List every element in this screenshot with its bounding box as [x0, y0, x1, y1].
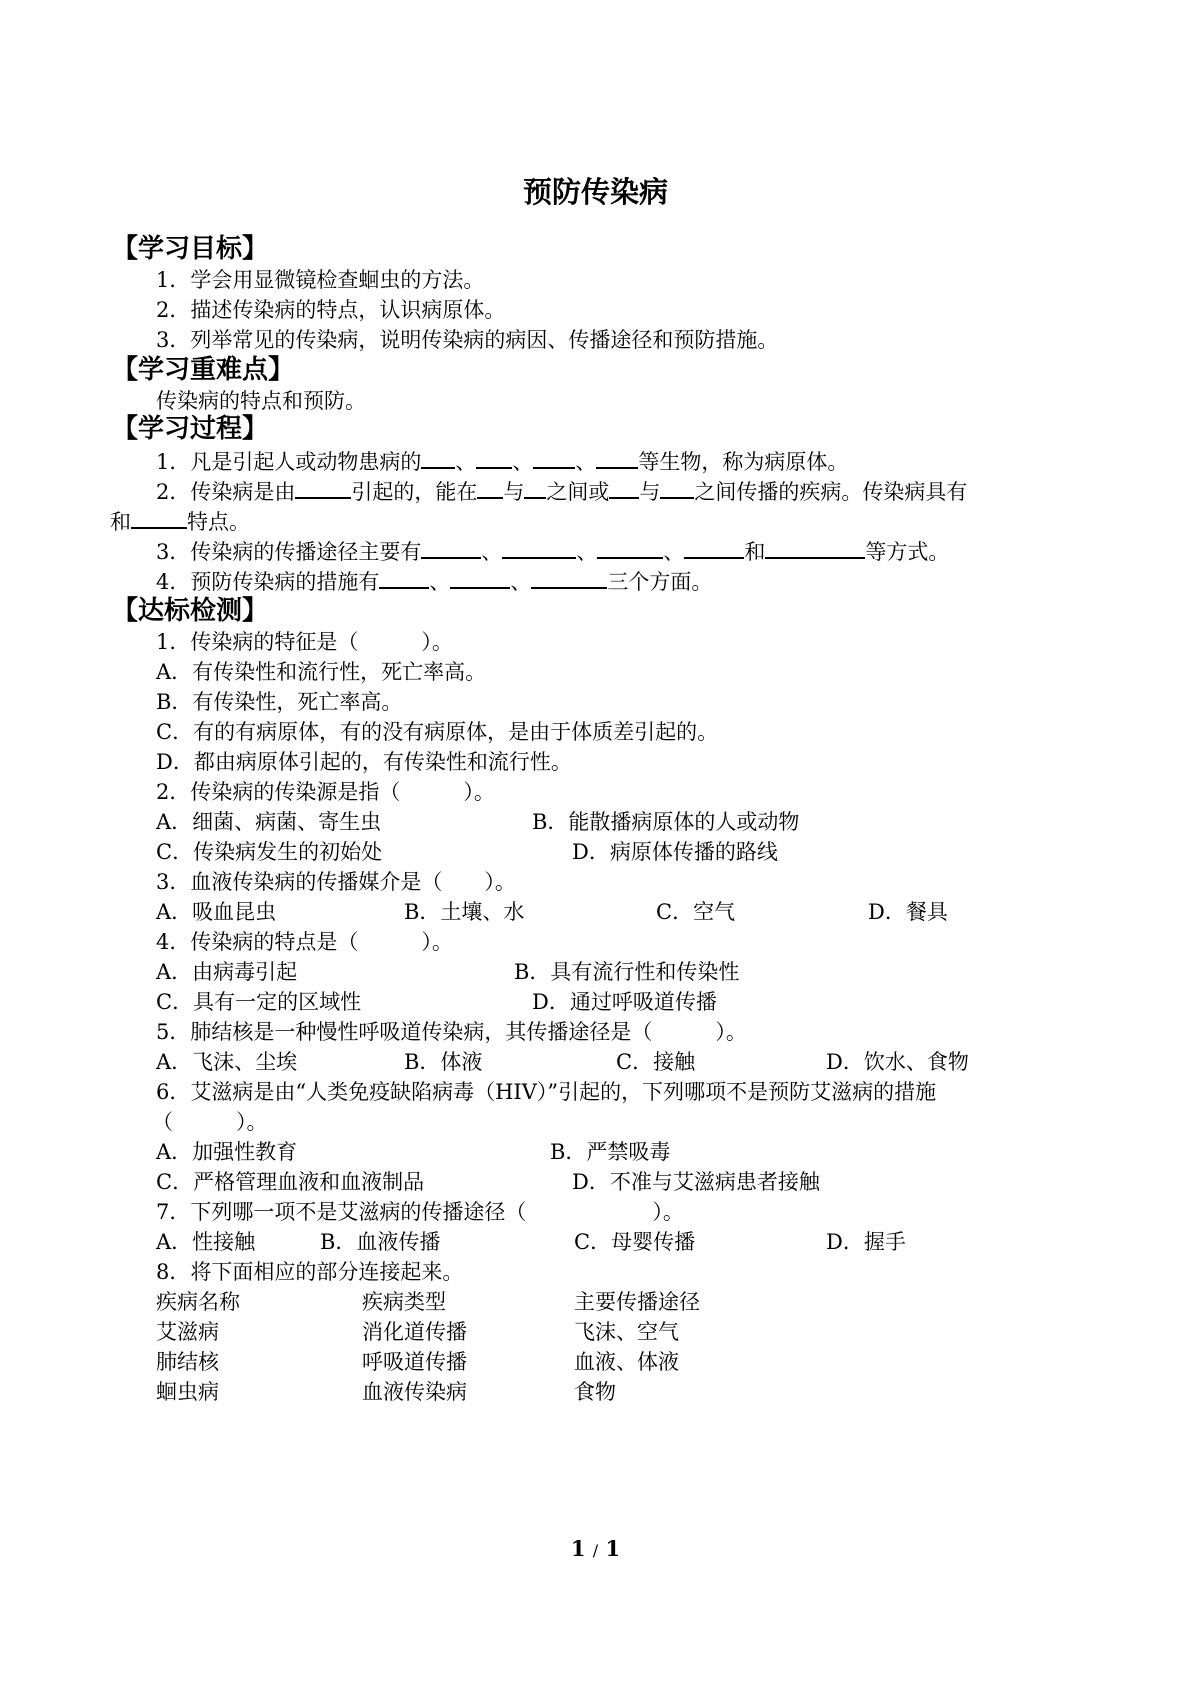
fill-blank[interactable]	[421, 535, 481, 559]
option-b[interactable]: B．能散播病原体的人或动物	[532, 810, 800, 834]
process-text: 、	[481, 540, 503, 564]
process-text: 、	[455, 450, 477, 474]
match-disease[interactable]: 肺结核	[156, 1350, 219, 1374]
match-route[interactable]: 飞沫、空气	[574, 1320, 679, 1344]
process-text: 特点。	[187, 510, 250, 534]
process-text: 等生物，称为病原体。	[638, 450, 849, 474]
section-goals-heading: 【学习目标】	[112, 234, 269, 264]
process-text: 三个方面。	[607, 570, 713, 594]
option-a[interactable]: A．吸血昆虫	[156, 900, 277, 924]
question-stem: 3．血液传染病的传播媒介是（ ）。	[156, 870, 516, 894]
process-text: 、	[429, 570, 451, 594]
match-route[interactable]: 血液、体液	[574, 1350, 679, 1374]
option-d[interactable]: D．握手	[826, 1230, 906, 1254]
process-text: 2．传染病是由	[156, 480, 296, 504]
option-c[interactable]: C．严格管理血液和血液制品	[156, 1170, 425, 1194]
process-text: 、	[576, 540, 598, 564]
process-text: 1．凡是引起人或动物患病的	[156, 450, 422, 474]
fill-blank[interactable]	[477, 475, 503, 499]
option-a[interactable]: A．飞沫、尘埃	[156, 1050, 298, 1074]
page-title: 预防传染病	[522, 175, 668, 209]
option-d[interactable]: D．不准与艾滋病患者接触	[572, 1170, 820, 1194]
match-header-disease: 疾病名称	[156, 1290, 240, 1314]
option-a[interactable]: A．由病毒引起	[156, 960, 298, 984]
process-item-2-cont	[110, 505, 250, 537]
page-current: 1	[570, 1536, 586, 1561]
goal-item: 1．学会用显微镜检查蛔虫的方法。	[156, 268, 485, 292]
match-disease[interactable]: 蛔虫病	[156, 1380, 219, 1404]
question-stem-cont: （ ）。	[152, 1110, 268, 1134]
goal-item: 2．描述传染病的特点，认识病原体。	[156, 298, 506, 322]
fill-blank[interactable]	[596, 445, 638, 469]
section-test-heading: 【达标检测】	[112, 596, 269, 626]
option-b[interactable]: B．体液	[404, 1050, 483, 1074]
option-d[interactable]: D．病原体传播的路线	[572, 840, 778, 864]
page-number	[0, 1536, 1191, 1561]
match-type[interactable]: 血液传染病	[362, 1380, 467, 1404]
question-stem: 7．下列哪一项不是艾滋病的传播途径（ ）。	[156, 1200, 684, 1224]
option-d[interactable]: D．餐具	[868, 900, 948, 924]
option-b[interactable]: B．有传染性，死亡率高。	[156, 690, 403, 714]
process-text: 引起的，能在	[351, 480, 478, 504]
match-type[interactable]: 消化道传播	[362, 1320, 467, 1344]
process-text: 、	[663, 540, 685, 564]
section-process-heading: 【学习过程】	[112, 414, 269, 444]
process-text: 、	[512, 450, 534, 474]
fill-blank[interactable]	[524, 475, 546, 499]
question-stem: 1．传染病的特征是（ ）。	[156, 630, 453, 654]
process-text: 等方式。	[865, 540, 950, 564]
question-stem: 4．传染病的特点是（ ）。	[156, 930, 453, 954]
goal-item: 3．列举常见的传染病，说明传染病的病因、传播途径和预防措施。	[156, 328, 779, 352]
fill-blank[interactable]	[609, 475, 639, 499]
fill-blank[interactable]	[684, 535, 744, 559]
option-c[interactable]: C．母婴传播	[574, 1230, 696, 1254]
process-item-1	[156, 445, 848, 477]
option-c[interactable]: C．空气	[656, 900, 736, 924]
option-b[interactable]: B．具有流行性和传染性	[514, 960, 740, 984]
option-c[interactable]: C．有的有病原体，有的没有病原体，是由于体质差引起的。	[156, 720, 719, 744]
option-b[interactable]: B．土壤、水	[404, 900, 525, 924]
process-item-4	[156, 565, 712, 597]
option-c[interactable]: C．接触	[616, 1050, 696, 1074]
process-text: 、	[575, 450, 597, 474]
option-a[interactable]: A．加强性教育	[156, 1140, 298, 1164]
process-item-3	[156, 535, 949, 567]
match-disease[interactable]: 艾滋病	[156, 1320, 219, 1344]
process-text: 和	[110, 510, 131, 534]
fill-blank[interactable]	[597, 535, 663, 559]
process-text: 与	[503, 480, 525, 504]
option-c[interactable]: C．具有一定的区域性	[156, 990, 362, 1014]
option-a[interactable]: A．性接触	[156, 1230, 256, 1254]
page-separator: /	[592, 1541, 599, 1560]
fill-blank[interactable]	[450, 565, 510, 589]
process-text: 与	[639, 480, 661, 504]
match-route[interactable]: 食物	[574, 1380, 616, 1404]
fill-blank[interactable]	[765, 535, 865, 559]
process-text: 4．预防传染病的措施有	[156, 570, 380, 594]
key-text: 传染病的特点和预防。	[156, 389, 366, 413]
question-stem: 5．肺结核是一种慢性呼吸道传染病，其传播途径是（ ）。	[156, 1020, 747, 1044]
option-a[interactable]: A．细菌、病菌、寄生虫	[156, 810, 382, 834]
process-text: 和	[744, 540, 766, 564]
match-header-route: 主要传播途径	[574, 1290, 700, 1314]
fill-blank[interactable]	[421, 445, 455, 469]
process-item-2	[156, 475, 967, 507]
option-d[interactable]: D．都由病原体引起的，有传染性和流行性。	[156, 750, 572, 774]
question-stem: 2．传染病的传染源是指（ ）。	[156, 780, 495, 804]
fill-blank[interactable]	[531, 565, 607, 589]
process-text: 之间传播的疾病。传染病具有	[694, 480, 968, 504]
fill-blank[interactable]	[295, 475, 351, 499]
match-type[interactable]: 呼吸道传播	[362, 1350, 467, 1374]
option-a[interactable]: A．有传染性和流行性，死亡率高。	[156, 660, 487, 684]
fill-blank[interactable]	[660, 475, 694, 499]
fill-blank[interactable]	[502, 535, 576, 559]
fill-blank[interactable]	[379, 565, 429, 589]
process-text: 之间或	[546, 480, 610, 504]
fill-blank[interactable]	[476, 445, 512, 469]
question-stem: 8．将下面相应的部分连接起来。	[156, 1260, 464, 1284]
process-text: 、	[510, 570, 532, 594]
option-b[interactable]: B．血液传播	[320, 1230, 441, 1254]
option-b[interactable]: B．严禁吸毒	[550, 1140, 671, 1164]
process-text: 3．传染病的传播途径主要有	[156, 540, 422, 564]
option-d[interactable]: D．饮水、食物	[826, 1050, 969, 1074]
option-c[interactable]: C．传染病发生的初始处	[156, 840, 383, 864]
question-stem: 6．艾滋病是由“人类免疫缺陷病毒（HIV）”引起的，下列哪项不是预防艾滋病的措施	[156, 1080, 937, 1104]
section-key-heading: 【学习重难点】	[112, 355, 295, 385]
page-total: 1	[605, 1536, 621, 1561]
fill-blank[interactable]	[131, 505, 187, 529]
option-d[interactable]: D．通过呼吸道传播	[532, 990, 717, 1014]
fill-blank[interactable]	[533, 445, 575, 469]
match-header-type: 疾病类型	[362, 1290, 446, 1314]
